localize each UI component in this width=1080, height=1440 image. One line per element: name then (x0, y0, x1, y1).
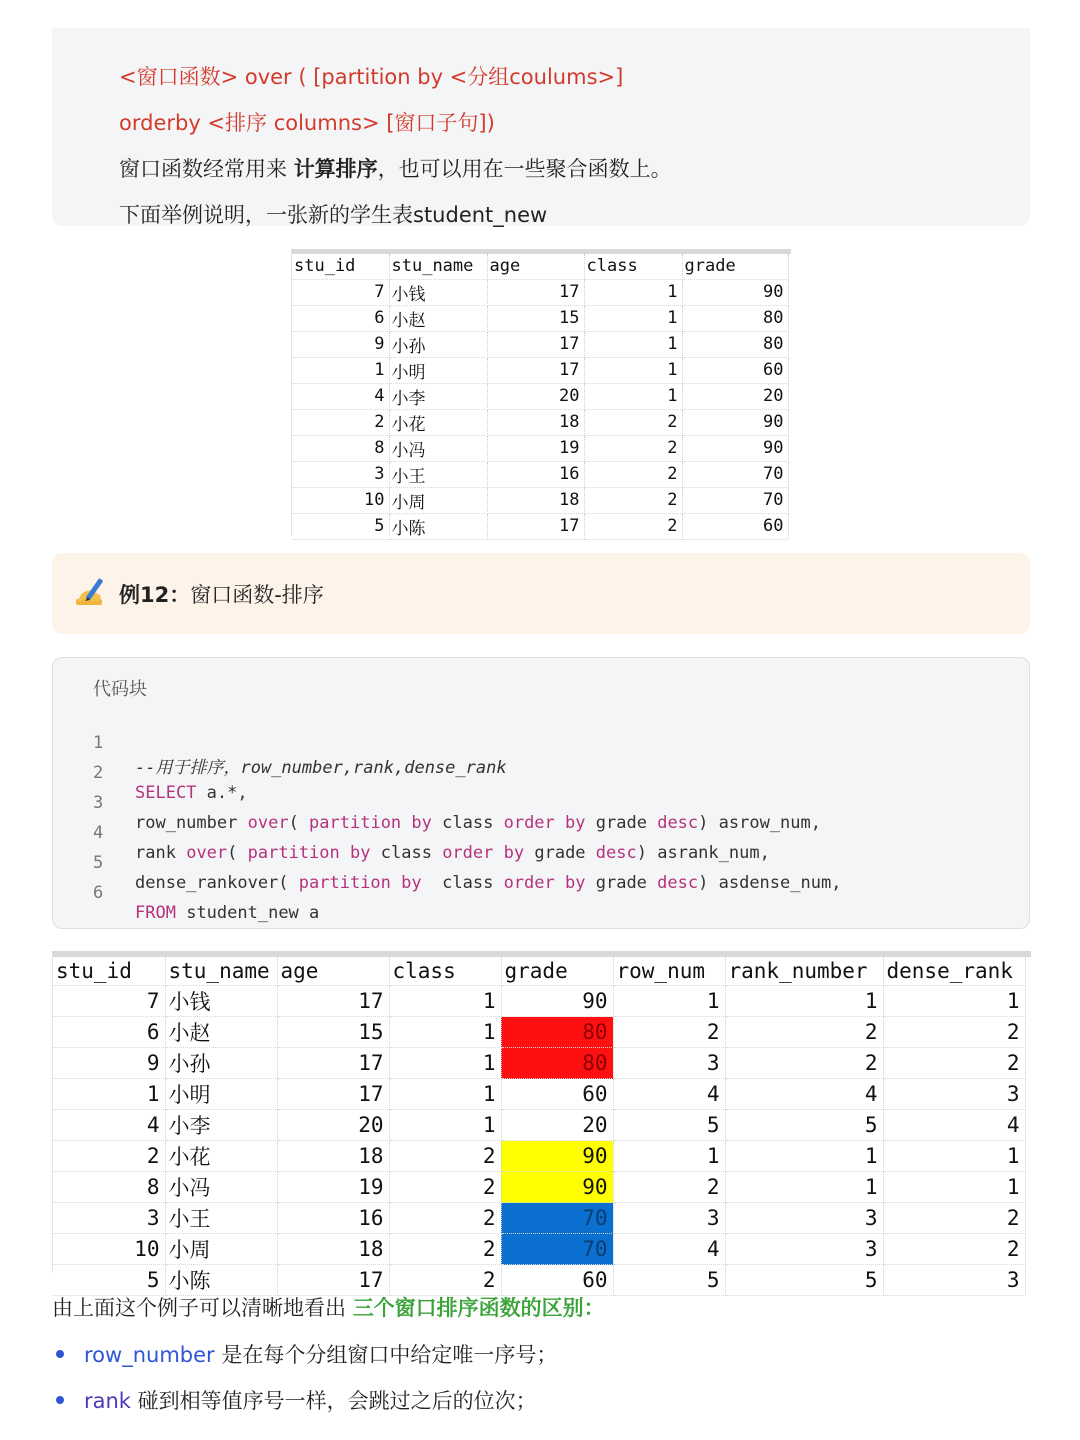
table-cell: 18 (487, 409, 584, 435)
example-title-text: 窗口函数-排序 (190, 583, 324, 607)
table-cell: 18 (487, 487, 584, 513)
table-cell: 2 (584, 435, 682, 461)
table-cell: 小王 (165, 1203, 277, 1234)
example-title (119, 579, 324, 609)
table-cell: 18 (277, 1141, 389, 1172)
table-cell: 16 (487, 461, 584, 487)
line-number: 6 (93, 883, 104, 903)
table-cell: 小明 (165, 1079, 277, 1110)
table-cell: 5 (613, 1265, 725, 1296)
code-text: FROM student_new a (135, 903, 320, 923)
table-cell: 80 (682, 305, 788, 331)
intro-example-text: 下面举例说明，一张新的学生表student_new (119, 203, 548, 227)
table-cell: 16 (277, 1203, 389, 1234)
table-cell: 4 (725, 1079, 883, 1110)
conclusion-text (52, 1292, 605, 1322)
table-cell: 2 (883, 1234, 1025, 1265)
table-cell: 3 (292, 461, 389, 487)
table-cell: 4 (613, 1234, 725, 1265)
table-cell: 小孙 (389, 331, 487, 357)
table-cell: 2 (389, 1172, 501, 1203)
column-header: stu_id (292, 254, 389, 279)
column-header: dense_rank (883, 957, 1025, 986)
table-cell: 3 (613, 1203, 725, 1234)
table-cell: 小李 (165, 1110, 277, 1141)
table-row (292, 461, 788, 487)
table-cell: 17 (487, 331, 584, 357)
table-cell: 1 (725, 1172, 883, 1203)
table-cell: 2 (883, 1048, 1025, 1079)
table-row (292, 409, 788, 435)
table-cell: 60 (501, 1265, 613, 1296)
table-cell: 80 (682, 331, 788, 357)
table-cell: 2 (883, 1203, 1025, 1234)
writing-hand-icon (72, 575, 108, 611)
table-cell: 2 (613, 1017, 725, 1048)
table-cell: 2 (389, 1234, 501, 1265)
bullet-icon (56, 1396, 64, 1404)
table-cell: 小周 (389, 487, 487, 513)
table-header-row (53, 957, 1025, 986)
table-cell: 2 (725, 1017, 883, 1048)
table-cell: 2 (53, 1141, 165, 1172)
table-cell: 15 (487, 305, 584, 331)
table-cell: 90 (682, 409, 788, 435)
table-cell: 小陈 (165, 1265, 277, 1296)
table-cell: 2 (584, 487, 682, 513)
table-cell: 70 (501, 1203, 613, 1234)
function-name: rank (84, 1389, 131, 1413)
table-cell: 90 (682, 435, 788, 461)
table-cell: 小钱 (165, 986, 277, 1017)
column-header: grade (501, 957, 613, 986)
ranking-result-table (53, 957, 1026, 1296)
table-cell: 1 (725, 1141, 883, 1172)
code-line (53, 773, 1029, 833)
table-header-row (292, 254, 788, 279)
code-block[interactable] (52, 657, 1030, 929)
line-number: 5 (93, 853, 104, 873)
table-cell: 60 (501, 1079, 613, 1110)
table-cell: 90 (501, 986, 613, 1017)
table-cell: 5 (292, 513, 389, 539)
table-row (292, 435, 788, 461)
code-line (53, 863, 1029, 923)
table-cell: 10 (53, 1234, 165, 1265)
column-header: age (487, 254, 584, 279)
table-cell: 19 (487, 435, 584, 461)
table-cell: 5 (725, 1265, 883, 1296)
table-cell: 70 (682, 487, 788, 513)
table-cell: 20 (682, 383, 788, 409)
table-cell: 小孙 (165, 1048, 277, 1079)
table-cell: 1 (389, 1017, 501, 1048)
table-cell: 2 (584, 513, 682, 539)
table-cell: 2 (389, 1265, 501, 1296)
bullet-text: 碰到相等值序号一样，会跳过之后的位次； (130, 1389, 537, 1413)
table-cell: 2 (292, 409, 389, 435)
column-header: rank_number (725, 957, 883, 986)
table-cell: 5 (53, 1265, 165, 1296)
table-row (53, 1203, 1025, 1234)
table-cell: 1 (389, 1110, 501, 1141)
table-cell: 10 (292, 487, 389, 513)
table-cell: 小陈 (389, 513, 487, 539)
table-cell: 小钱 (389, 279, 487, 305)
student-table (292, 254, 789, 540)
code-text: row_number over( partition by class order by grade desc) asrow_num, (135, 813, 822, 833)
table-row (292, 357, 788, 383)
table-cell: 小花 (389, 409, 487, 435)
table-cell: 小王 (389, 461, 487, 487)
table-cell: 20 (487, 383, 584, 409)
table-cell: 3 (883, 1265, 1025, 1296)
table-cell: 70 (682, 461, 788, 487)
table-cell: 6 (292, 305, 389, 331)
table-cell: 90 (501, 1141, 613, 1172)
column-header: class (389, 957, 501, 986)
function-name: row_number (84, 1343, 215, 1367)
table-cell: 17 (487, 279, 584, 305)
desc-bold: 计算排序 (293, 157, 378, 181)
table-cell: 1 (883, 986, 1025, 1017)
table-cell: 1 (883, 1172, 1025, 1203)
table-cell: 4 (292, 383, 389, 409)
table-cell: 4 (883, 1110, 1025, 1141)
table-cell: 3 (883, 1079, 1025, 1110)
table-cell: 7 (53, 986, 165, 1017)
bullet-text: 是在每个分组窗口中给定唯一序号； (214, 1343, 558, 1367)
table-cell: 80 (501, 1017, 613, 1048)
code-block-caption: 代码块 (93, 679, 147, 700)
table-cell: 60 (682, 357, 788, 383)
table-cell: 19 (277, 1172, 389, 1203)
table-cell: 1 (389, 1048, 501, 1079)
table-cell: 小周 (165, 1234, 277, 1265)
table-cell: 小冯 (165, 1172, 277, 1203)
table-cell: 小明 (389, 357, 487, 383)
table-cell: 17 (277, 986, 389, 1017)
column-header: row_num (613, 957, 725, 986)
table-cell: 18 (277, 1234, 389, 1265)
table-row (53, 1110, 1025, 1141)
student-table-image (291, 249, 791, 539)
line-number: 3 (93, 793, 104, 813)
table-cell: 小冯 (389, 435, 487, 461)
column-header: class (584, 254, 682, 279)
table-cell: 9 (292, 331, 389, 357)
table-cell: 1 (613, 1141, 725, 1172)
table-row (292, 305, 788, 331)
column-header: stu_name (389, 254, 487, 279)
table-cell: 20 (277, 1110, 389, 1141)
table-cell: 17 (487, 357, 584, 383)
line-number: 4 (93, 823, 104, 843)
column-header: stu_name (165, 957, 277, 986)
table-cell: 1 (389, 986, 501, 1017)
table-cell: 1 (389, 1079, 501, 1110)
table-row (53, 1172, 1025, 1203)
table-cell: 1 (584, 305, 682, 331)
table-cell: 70 (501, 1234, 613, 1265)
table-row (53, 1017, 1025, 1048)
ranking-table-image (52, 951, 1031, 1293)
table-row (53, 986, 1025, 1017)
line-number: 2 (93, 763, 104, 783)
table-cell: 小花 (165, 1141, 277, 1172)
bullet-icon (56, 1350, 64, 1358)
table-cell: 1 (725, 986, 883, 1017)
table-cell: 2 (725, 1048, 883, 1079)
table-cell: 1 (613, 986, 725, 1017)
table-row (292, 487, 788, 513)
table-cell: 3 (53, 1203, 165, 1234)
example-banner (52, 553, 1030, 634)
code-text: SELECT a.*, (135, 783, 248, 803)
table-row (292, 331, 788, 357)
table-cell: 90 (682, 279, 788, 305)
table-cell: 1 (292, 357, 389, 383)
table-cell: 17 (277, 1265, 389, 1296)
table-cell: 1 (883, 1141, 1025, 1172)
table-cell: 2 (613, 1172, 725, 1203)
table-cell: 2 (883, 1017, 1025, 1048)
table-row (292, 279, 788, 305)
table-cell: 5 (613, 1110, 725, 1141)
table-cell: 1 (584, 331, 682, 357)
table-cell: 1 (584, 383, 682, 409)
table-row (53, 1048, 1025, 1079)
code-text: --用于排序，row_number,rank,dense_rank (135, 758, 507, 778)
code-text: dense_rankover( partition by class order by grade desc) asdense_num, (135, 873, 842, 893)
table-cell: 3 (725, 1234, 883, 1265)
table-cell: 90 (501, 1172, 613, 1203)
code-line (53, 833, 1029, 893)
column-header: grade (682, 254, 788, 279)
table-cell: 2 (584, 409, 682, 435)
table-cell: 4 (613, 1079, 725, 1110)
table-row (53, 1234, 1025, 1265)
table-row (53, 1141, 1025, 1172)
table-cell: 3 (725, 1203, 883, 1234)
table-row (53, 1079, 1025, 1110)
table-cell: 小李 (389, 383, 487, 409)
table-cell: 15 (277, 1017, 389, 1048)
intro-description (119, 153, 672, 183)
code-line (53, 803, 1029, 863)
table-cell: 8 (53, 1172, 165, 1203)
table-row (53, 1265, 1025, 1296)
list-item (56, 1339, 557, 1369)
conclusion-highlight: 三个窗口排序函数的区别： (352, 1296, 605, 1320)
table-cell: 8 (292, 435, 389, 461)
syntax-line-2: orderby <排序 columns> [窗口子句]) (119, 111, 495, 135)
column-header: age (277, 957, 389, 986)
table-cell: 7 (292, 279, 389, 305)
desc-suffix: ，也可以用在一些聚合函数上。 (377, 157, 672, 181)
code-line (53, 743, 1029, 803)
column-header: stu_id (53, 957, 165, 986)
table-cell: 6 (53, 1017, 165, 1048)
table-cell: 5 (725, 1110, 883, 1141)
table-cell: 小赵 (165, 1017, 277, 1048)
list-item (56, 1385, 537, 1415)
desc-prefix: 窗口函数经常用来 (119, 157, 294, 181)
table-cell: 2 (584, 461, 682, 487)
code-line (53, 713, 1029, 778)
syntax-line-1: <窗口函数> over ( [partition by <分组coulums>] (119, 65, 624, 89)
table-cell: 3 (613, 1048, 725, 1079)
table-cell: 60 (682, 513, 788, 539)
table-cell: 17 (277, 1048, 389, 1079)
table-cell: 小赵 (389, 305, 487, 331)
table-cell: 20 (501, 1110, 613, 1141)
conclusion-lead: 由上面这个例子可以清晰地看出 (52, 1296, 353, 1320)
table-cell: 1 (584, 279, 682, 305)
table-row (292, 513, 788, 539)
table-cell: 1 (53, 1079, 165, 1110)
line-number: 1 (93, 733, 104, 753)
table-cell: 17 (277, 1079, 389, 1110)
table-row (292, 383, 788, 409)
table-cell: 9 (53, 1048, 165, 1079)
table-cell: 17 (487, 513, 584, 539)
example-number: 例12： (119, 583, 191, 607)
table-cell: 4 (53, 1110, 165, 1141)
table-cell: 2 (389, 1203, 501, 1234)
intro-quote-block (52, 28, 1030, 226)
table-cell: 80 (501, 1048, 613, 1079)
table-cell: 1 (584, 357, 682, 383)
code-text: rank over( partition by class order by grade desc) asrank_num, (135, 843, 770, 863)
table-cell: 2 (389, 1141, 501, 1172)
